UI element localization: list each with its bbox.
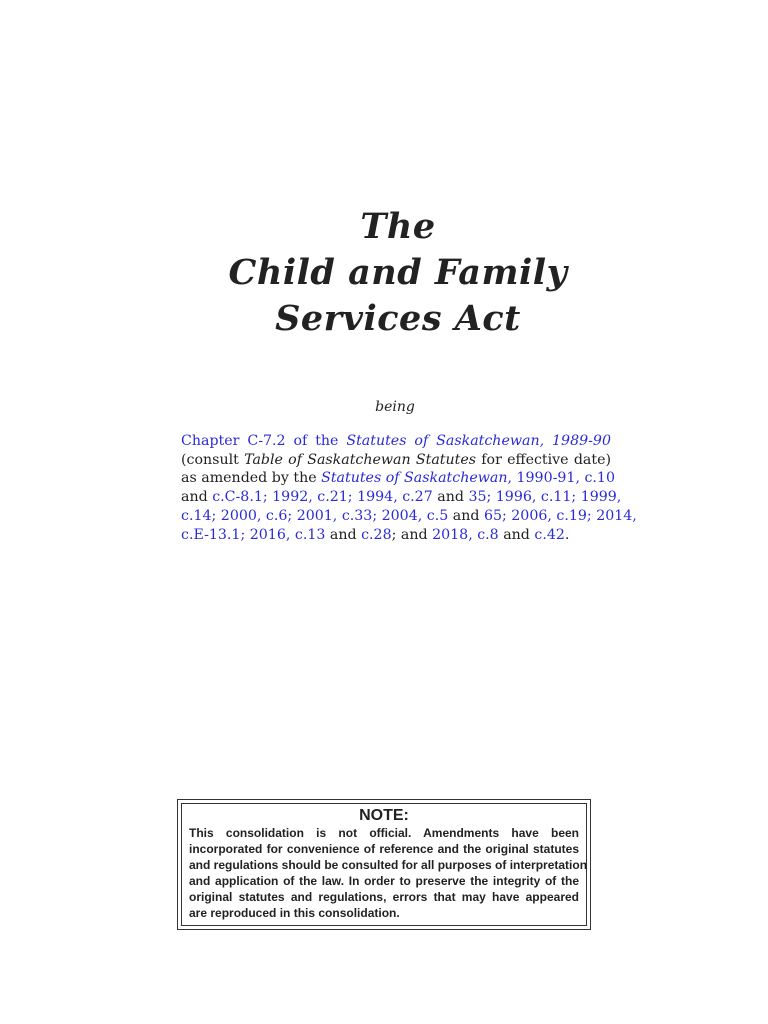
- reference-line-1: [181, 432, 611, 451]
- being-label: being: [375, 399, 415, 415]
- statutes-link[interactable]: Statutes of Saskatchewan, 1990-91, c.10: [321, 470, 615, 487]
- amendment-link-2018[interactable]: 2018, c.8: [432, 526, 499, 543]
- amendment-links-d[interactable]: 65; 2006, c.19; 2014,: [483, 507, 637, 524]
- reference-line-6: c.E-13.1; 2016, c.13 and c.28; and 2018, c.8 and c.42.: [181, 526, 570, 543]
- title-line-1: The: [360, 206, 436, 247]
- amendment-links-b[interactable]: 35; 1996, c.11; 1999,: [468, 489, 622, 506]
- amendment-links-a[interactable]: c.C-8.1; 1992, c.21; 1994, c.27: [212, 489, 433, 506]
- amendment-links-c[interactable]: c.14; 2000, c.6; 2001, c.33; 2004, c.5: [181, 507, 449, 524]
- note-box: [177, 799, 591, 930]
- statute-references: [181, 432, 637, 544]
- reference-line-4: and c.C-8.1; 1992, c.21; 1994, c.27 and 35; 1996, c.11; 1999,: [181, 489, 622, 506]
- amendment-link-c42[interactable]: c.42: [534, 526, 565, 543]
- reference-line-2: (consult Table of Saskatchewan Statutes for effective date): [181, 451, 612, 468]
- amendment-links-e[interactable]: c.E-13.1; 2016, c.13: [181, 526, 326, 543]
- document-title: [0, 204, 768, 342]
- note-body: [189, 825, 588, 921]
- amendment-link-c28[interactable]: c.28: [361, 526, 392, 543]
- note-box-inner: [181, 803, 587, 926]
- chapter-link[interactable]: Chapter C-7.2 of the Statutes of Saskatchewan, 1989-90: [181, 433, 611, 449]
- note-heading: NOTE:: [359, 807, 409, 824]
- note-line: and regulations should be consulted for all purposes of interpretation: [189, 858, 588, 872]
- note-line: This consolidation is not official. Amendments have been: [189, 826, 579, 840]
- reference-line-5: c.14; 2000, c.6; 2001, c.33; 2004, c.5 and 65; 2006, c.19; 2014,: [181, 507, 637, 524]
- reference-line-3: as amended by the Statutes of Saskatchewan, 1990-91, c.10: [181, 470, 615, 487]
- title-line-2: Child and Family: [228, 252, 568, 293]
- note-line: are reproduced in this consolidation.: [189, 906, 400, 920]
- note-line: original statutes and regulations, errors that may have appeared: [189, 890, 579, 904]
- note-line: and application of the law. In order to preserve the integrity of the: [189, 874, 579, 888]
- note-line: incorporated for convenience of reference and the original statutes: [189, 842, 579, 856]
- title-line-3: Services Act: [275, 298, 521, 339]
